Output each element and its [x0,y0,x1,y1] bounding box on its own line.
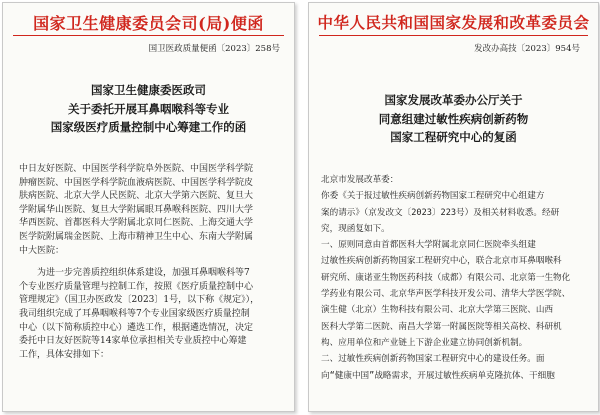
salutation: 北京市发展改革委： [321,175,399,185]
body-line: 为进一步完善质控组织体系建设，加强耳鼻咽喉科等7 [37,268,250,279]
document-title [309,91,598,147]
body-line: 我司组织完成了耳鼻咽喉科等7个专业国家级医疗质量控制 [19,308,250,319]
recipients-line: 肤病医院、北京大学人民医院、北京大学第六医院、复旦大 [19,191,254,202]
body-line: 委托中日友好医院等14家单位承担相关专业质控中心筹建 [19,336,247,347]
title-line: 国家工程研究中心的复函 [390,130,517,144]
recipients-line: 华西医院、首都医科大学附属北京同仁医院、上海交通大学 [19,218,254,229]
body-line: 管理规定》（国卫办医政发〔2023〕1号，以下称《规定》）， [19,295,260,306]
body-line: 学药业有限公司、北京华声医学科技开发公司、清华大学医学院、 [321,289,571,300]
body-line: 向“健康中国”战略需求，开展过敏性疾病单克隆抗体、干细胞 [321,370,555,381]
body-line: 个专业医疗质量管理与控制工作，按照《医疗质量控制中心 [19,281,254,292]
title-line: 国家级医疗质量控制中心筹建工作的函 [50,120,247,134]
body-line: 究，现函复如下。 [321,223,390,234]
red-divider [319,35,588,36]
body-line: 构、应用单位和产业链上下游企业建立协同创新机制。 [321,337,528,348]
title-line: 同意组建过敏性疾病创新药物 [378,111,529,126]
document-title [3,81,294,137]
body-line: 你委《关于报过敏性疾病创新药物国家工程研究中心组建方 [321,191,545,202]
body-line: 研究所、康诺亚生物医药科技（成都）有限公司、北京第一生物化 [321,272,571,283]
document-number: 发改办高技〔2023〕954号 [474,44,580,54]
recipients-line: 学附属华山医院、复旦大学附属眼耳鼻喉科医院、四川大学 [19,204,254,215]
body-line: 医科大学第二医院、南昌大学第一附属医院等相关高校、科研机 [321,321,562,332]
body-line: 二、过敏性疾病创新药物国家工程研究中心的建设任务。面 [321,354,545,365]
body-line: 工作，具体安排如下： [19,349,110,360]
title-line: 关于委托开展耳鼻咽喉科等专业 [68,101,229,116]
recipients-line: 中日友好医院、中国医学科学院阜外医院、中国医学科学院 [19,164,254,174]
body-line: 案的请示》（京发改文〔2023〕223号）及相关材料收悉。经研 [321,207,560,218]
document-right [308,2,599,412]
document-number: 国卫医政质量便函〔2023〕258号 [148,44,280,54]
red-divider [13,35,284,36]
body-line: 演生健（北京）生物科技有限公司、北京大学第三医院、山西 [321,305,554,316]
body-line: 一、原则同意由首都医科大学附属北京同仁医院牵头组建 [321,240,536,251]
title-line: 国家卫生健康委医政司 [91,83,206,97]
body-line: 中心（以下简称质控中心）遴选工作，根据遴选情况，决定 [19,322,254,333]
recipients-line: 医学院附属瑞金医院、上海市精神卫生中心、东南大学附属 [19,231,254,242]
document-header: 国家卫生健康委员会司(局)便函 [33,14,264,33]
recipients-line: 肿瘤医院、中国医学科学院血液病医院、中国医学科学院皮 [19,177,254,188]
document-left [2,2,295,412]
title-line: 国家发展改革委办公厅关于 [384,93,523,107]
document-body [19,163,282,362]
body-line: 过敏性疾病创新药物国家工程研究中心，联合北京市耳鼻咽喉科 [321,256,562,267]
document-header: 中华人民共和国国家发展和改革委员会 [317,13,590,32]
recipients-line: 中大医院： [19,245,65,256]
document-body [321,172,588,384]
